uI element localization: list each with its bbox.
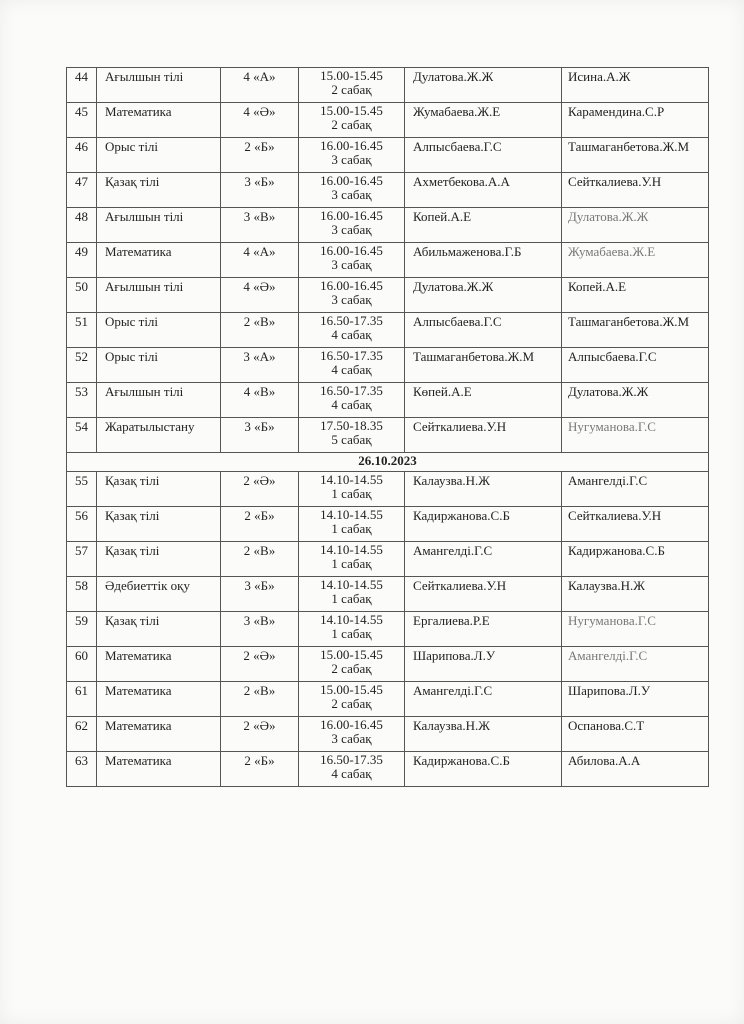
table-row	[67, 752, 709, 787]
time-cell	[299, 612, 405, 647]
class-cell: 3 «В»	[221, 208, 299, 243]
lesson-number: 1 сабақ	[331, 521, 372, 536]
observer-cell: Амангелді.Г.С	[562, 472, 709, 507]
time-cell	[299, 577, 405, 612]
table-row	[67, 542, 709, 577]
lesson-number: 1 сабақ	[331, 591, 372, 606]
time-range: 15.00-15.45	[320, 103, 383, 118]
teacher-cell: Жумабаева.Ж.Е	[405, 103, 562, 138]
time-cell	[299, 383, 405, 418]
table-row	[67, 383, 709, 418]
date-row	[67, 453, 709, 472]
class-cell: 3 «А»	[221, 348, 299, 383]
subject-cell: Қазақ тілі	[97, 507, 221, 542]
subject-cell: Орыс тілі	[97, 313, 221, 348]
teacher-cell: Дулатова.Ж.Ж	[405, 68, 562, 103]
class-cell: 2 «В»	[221, 682, 299, 717]
subject-cell: Математика	[97, 243, 221, 278]
observer-cell: Сейткалиева.У.Н	[562, 173, 709, 208]
teacher-cell: Алпысбаева.Г.С	[405, 313, 562, 348]
teacher-cell: Ергалиева.Р.Е	[405, 612, 562, 647]
class-cell: 2 «В»	[221, 313, 299, 348]
class-cell: 3 «Б»	[221, 173, 299, 208]
class-cell: 2 «Ә»	[221, 717, 299, 752]
subject-cell: Ағылшын тілі	[97, 278, 221, 313]
row-number: 58	[67, 577, 97, 612]
date-heading: 26.10.2023	[67, 453, 709, 472]
row-number: 56	[67, 507, 97, 542]
class-cell: 3 «В»	[221, 612, 299, 647]
observer-cell: Исина.А.Ж	[562, 68, 709, 103]
subject-cell: Қазақ тілі	[97, 173, 221, 208]
class-cell: 2 «Ә»	[221, 647, 299, 682]
time-range: 16.00-16.45	[320, 278, 383, 293]
observer-cell: Нугуманова.Г.С	[562, 612, 709, 647]
row-number: 50	[67, 278, 97, 313]
time-cell	[299, 278, 405, 313]
observer-cell: Ташмаганбетова.Ж.М	[562, 313, 709, 348]
teacher-cell: Кадиржанова.С.Б	[405, 507, 562, 542]
observer-cell: Шарипова.Л.У	[562, 682, 709, 717]
time-range: 16.50-17.35	[320, 752, 383, 767]
teacher-cell: Сейткалиева.У.Н	[405, 577, 562, 612]
lesson-number: 4 сабақ	[331, 327, 372, 342]
observer-cell: Карамендина.С.Р	[562, 103, 709, 138]
teacher-cell: Дулатова.Ж.Ж	[405, 278, 562, 313]
schedule-table	[66, 67, 709, 787]
teacher-cell: Амангелді.Г.С	[405, 542, 562, 577]
time-range: 15.00-15.45	[320, 682, 383, 697]
teacher-cell: Амангелді.Г.С	[405, 682, 562, 717]
schedule-body	[67, 68, 709, 787]
row-number: 44	[67, 68, 97, 103]
time-cell	[299, 138, 405, 173]
lesson-number: 1 сабақ	[331, 486, 372, 501]
table-row	[67, 577, 709, 612]
time-cell	[299, 472, 405, 507]
observer-cell: Дулатова.Ж.Ж	[562, 208, 709, 243]
teacher-cell: Абильмаженова.Г.Б	[405, 243, 562, 278]
class-cell: 4 «Ә»	[221, 103, 299, 138]
row-number: 45	[67, 103, 97, 138]
time-cell	[299, 348, 405, 383]
row-number: 47	[67, 173, 97, 208]
subject-cell: Математика	[97, 682, 221, 717]
time-range: 16.00-16.45	[320, 173, 383, 188]
table-row	[67, 313, 709, 348]
subject-cell: Математика	[97, 752, 221, 787]
lesson-number: 4 сабақ	[331, 362, 372, 377]
time-cell	[299, 507, 405, 542]
teacher-cell: Ташмаганбетова.Ж.М	[405, 348, 562, 383]
teacher-cell: Шарипова.Л.У	[405, 647, 562, 682]
class-cell: 2 «Б»	[221, 138, 299, 173]
observer-cell: Нугуманова.Г.С	[562, 418, 709, 453]
row-number: 51	[67, 313, 97, 348]
class-cell: 2 «Б»	[221, 752, 299, 787]
lesson-number: 3 сабақ	[331, 731, 372, 746]
observer-cell: Алпысбаева.Г.С	[562, 348, 709, 383]
time-cell	[299, 717, 405, 752]
lesson-number: 1 сабақ	[331, 556, 372, 571]
observer-cell: Сейткалиева.У.Н	[562, 507, 709, 542]
subject-cell: Ағылшын тілі	[97, 383, 221, 418]
observer-cell: Абилова.А.А	[562, 752, 709, 787]
observer-cell: Дулатова.Ж.Ж	[562, 383, 709, 418]
teacher-cell: Калаузва.Н.Ж	[405, 472, 562, 507]
time-range: 15.00-15.45	[320, 68, 383, 83]
subject-cell: Қазақ тілі	[97, 472, 221, 507]
table-row	[67, 472, 709, 507]
lesson-number: 3 сабақ	[331, 257, 372, 272]
table-row	[67, 173, 709, 208]
row-number: 60	[67, 647, 97, 682]
observer-cell: Копей.А.Е	[562, 278, 709, 313]
teacher-cell: Сейткалиева.У.Н	[405, 418, 562, 453]
time-cell	[299, 542, 405, 577]
time-cell	[299, 647, 405, 682]
teacher-cell: Көпей.А.Е	[405, 383, 562, 418]
lesson-number: 2 сабақ	[331, 661, 372, 676]
time-cell	[299, 208, 405, 243]
time-range: 14.10-14.55	[320, 507, 383, 522]
row-number: 46	[67, 138, 97, 173]
teacher-cell: Ахметбекова.А.А	[405, 173, 562, 208]
row-number: 59	[67, 612, 97, 647]
row-number: 54	[67, 418, 97, 453]
lesson-number: 4 сабақ	[331, 766, 372, 781]
lesson-number: 4 сабақ	[331, 397, 372, 412]
lesson-number: 3 сабақ	[331, 152, 372, 167]
lesson-number: 2 сабақ	[331, 696, 372, 711]
lesson-number: 1 сабақ	[331, 626, 372, 641]
class-cell: 2 «В»	[221, 542, 299, 577]
table-row	[67, 278, 709, 313]
table-row	[67, 68, 709, 103]
time-range: 16.50-17.35	[320, 348, 383, 363]
row-number: 62	[67, 717, 97, 752]
subject-cell: Қазақ тілі	[97, 612, 221, 647]
class-cell: 4 «Ә»	[221, 278, 299, 313]
time-range: 16.50-17.35	[320, 383, 383, 398]
class-cell: 2 «Ә»	[221, 472, 299, 507]
observer-cell: Жумабаева.Ж.Е	[562, 243, 709, 278]
row-number: 52	[67, 348, 97, 383]
row-number: 55	[67, 472, 97, 507]
teacher-cell: Копей.А.Е	[405, 208, 562, 243]
teacher-cell: Кадиржанова.С.Б	[405, 752, 562, 787]
time-range: 16.50-17.35	[320, 313, 383, 328]
time-range: 17.50-18.35	[320, 418, 383, 433]
time-cell	[299, 173, 405, 208]
class-cell: 4 «В»	[221, 383, 299, 418]
subject-cell: Әдебиеттік оқу	[97, 577, 221, 612]
row-number: 57	[67, 542, 97, 577]
class-cell: 2 «Б»	[221, 507, 299, 542]
time-cell	[299, 752, 405, 787]
subject-cell: Орыс тілі	[97, 138, 221, 173]
row-number: 61	[67, 682, 97, 717]
lesson-number: 3 сабақ	[331, 187, 372, 202]
subject-cell: Жаратылыстану	[97, 418, 221, 453]
row-number: 48	[67, 208, 97, 243]
table-row	[67, 348, 709, 383]
lesson-number: 3 сабақ	[331, 222, 372, 237]
time-cell	[299, 313, 405, 348]
lesson-number: 3 сабақ	[331, 292, 372, 307]
observer-cell: Оспанова.С.Т	[562, 717, 709, 752]
time-cell	[299, 243, 405, 278]
time-range: 16.00-16.45	[320, 717, 383, 732]
row-number: 49	[67, 243, 97, 278]
row-number: 53	[67, 383, 97, 418]
time-cell	[299, 682, 405, 717]
table-row	[67, 138, 709, 173]
table-row	[67, 208, 709, 243]
class-cell: 3 «Б»	[221, 418, 299, 453]
table-row	[67, 103, 709, 138]
lesson-number: 2 сабақ	[331, 117, 372, 132]
subject-cell: Математика	[97, 717, 221, 752]
table-row	[67, 717, 709, 752]
table-row	[67, 418, 709, 453]
subject-cell: Ағылшын тілі	[97, 208, 221, 243]
time-range: 15.00-15.45	[320, 647, 383, 662]
time-cell	[299, 103, 405, 138]
observer-cell: Кадиржанова.С.Б	[562, 542, 709, 577]
subject-cell: Математика	[97, 647, 221, 682]
table-row	[67, 647, 709, 682]
table-row	[67, 612, 709, 647]
class-cell: 3 «Б»	[221, 577, 299, 612]
time-range: 16.00-16.45	[320, 208, 383, 223]
class-cell: 4 «А»	[221, 243, 299, 278]
table-row	[67, 243, 709, 278]
time-range: 14.10-14.55	[320, 472, 383, 487]
teacher-cell: Калаузва.Н.Ж	[405, 717, 562, 752]
subject-cell: Қазақ тілі	[97, 542, 221, 577]
class-cell: 4 «А»	[221, 68, 299, 103]
time-range: 16.00-16.45	[320, 138, 383, 153]
time-range: 14.10-14.55	[320, 612, 383, 627]
observer-cell: Ташмаганбетова.Ж.М	[562, 138, 709, 173]
row-number: 63	[67, 752, 97, 787]
subject-cell: Ағылшын тілі	[97, 68, 221, 103]
time-cell	[299, 68, 405, 103]
observer-cell: Калаузва.Н.Ж	[562, 577, 709, 612]
table-row	[67, 507, 709, 542]
observer-cell: Амангелді.Г.С	[562, 647, 709, 682]
time-range: 14.10-14.55	[320, 577, 383, 592]
lesson-number: 2 сабақ	[331, 82, 372, 97]
time-range: 16.00-16.45	[320, 243, 383, 258]
lesson-number: 5 сабақ	[331, 432, 372, 447]
subject-cell: Орыс тілі	[97, 348, 221, 383]
teacher-cell: Алпысбаева.Г.С	[405, 138, 562, 173]
time-cell	[299, 418, 405, 453]
subject-cell: Математика	[97, 103, 221, 138]
time-range: 14.10-14.55	[320, 542, 383, 557]
table-row	[67, 682, 709, 717]
